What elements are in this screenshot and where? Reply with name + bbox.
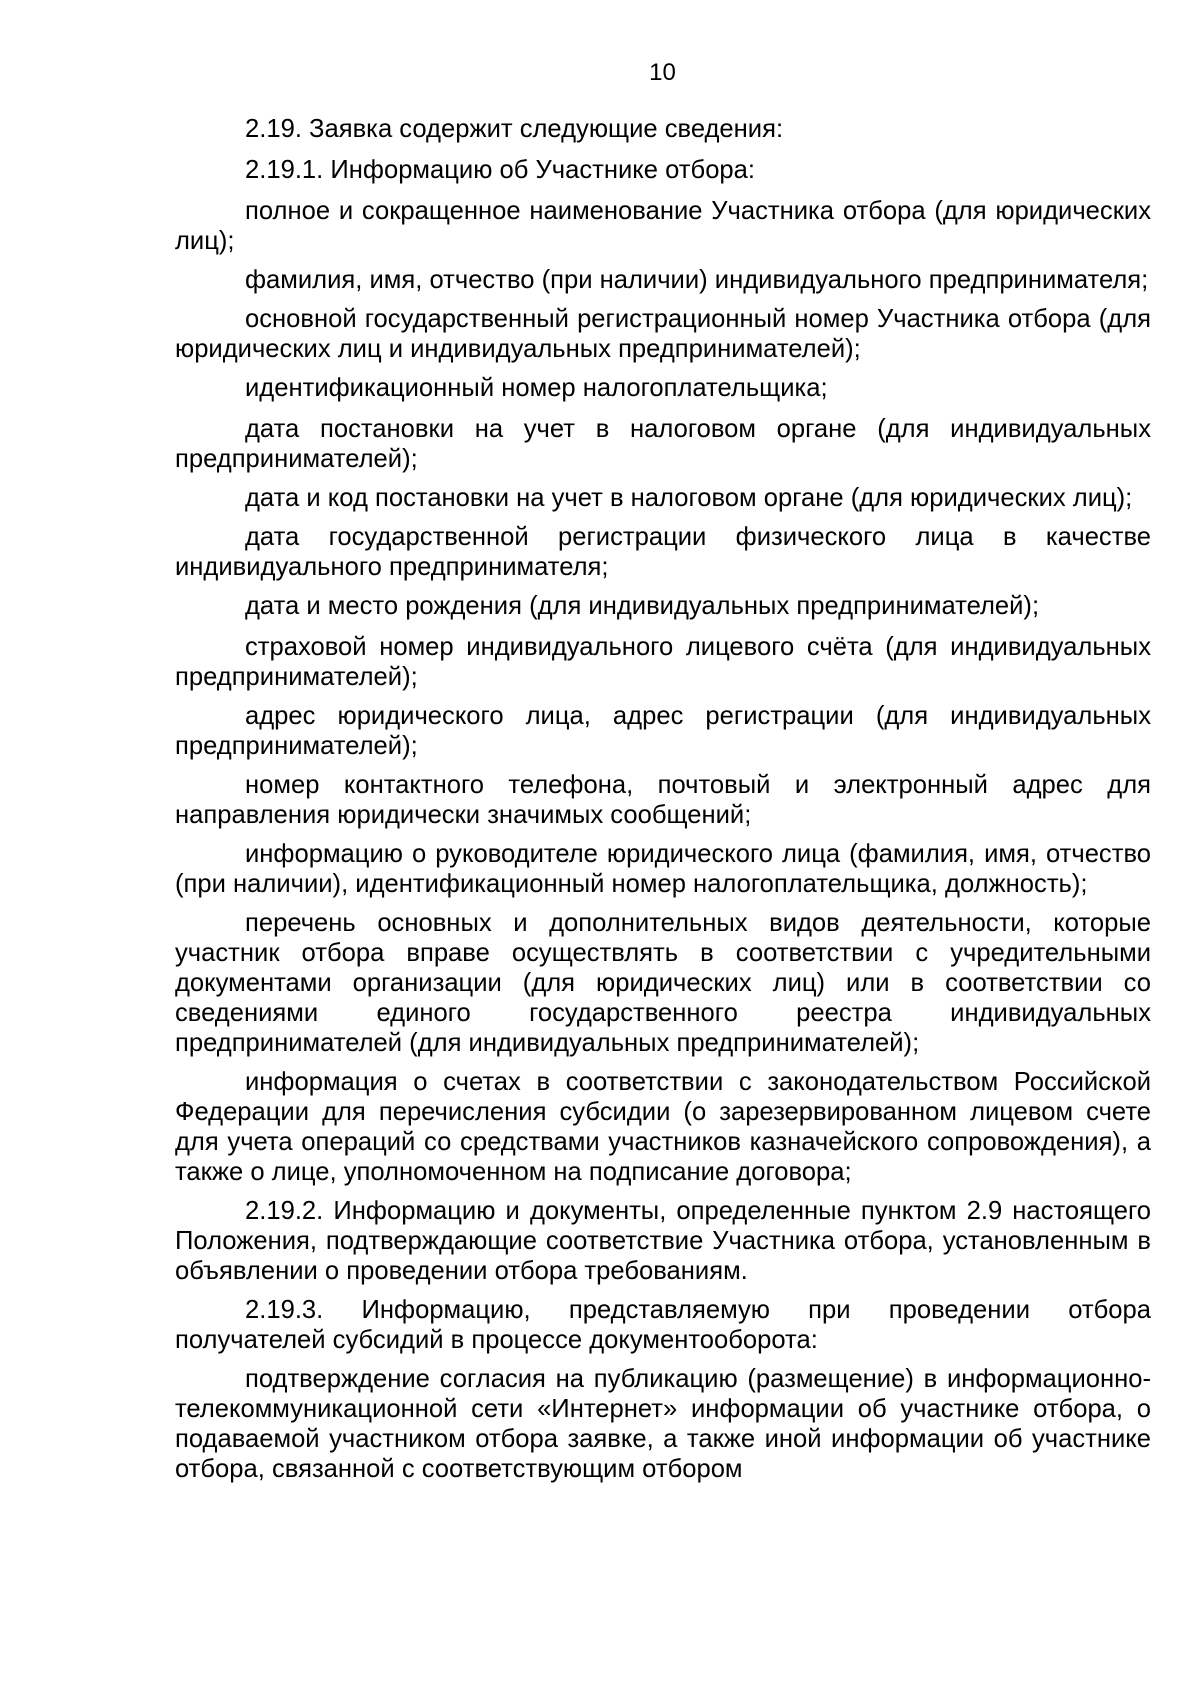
- paragraph-item-contacts: номер контактного телефона, почтовый и электронный адрес для направления юридически значимых сообщений;: [175, 771, 1151, 829]
- paragraph-2-19-1: 2.19.1. Информацию об Участнике отбора:: [245, 156, 756, 184]
- paragraph-item-person-name: фамилия, имя, отчество (при наличии) индивидуального предпринимателя;: [245, 266, 1149, 294]
- document-body: [175, 114, 1151, 1493]
- paragraph-item-activities: перечень основных и дополнительных видов деятельности, которые участник отбора вправе осуществлять в соответствии с учредительными документами организации (для юридических лиц) или в соответствии со сведениями единого государственного реестра индивидуальных предпринимателей (для индивидуальных предпринимателей);: [175, 909, 1151, 1057]
- paragraph-item-director: информацию о руководителе юридического лица (фамилия, имя, отчество (при наличии), идентификационный номер налогоплательщика, должность);: [175, 840, 1151, 898]
- paragraph-item-ogrn: основной государственный регистрационный номер Участника отбора (для юридических лиц и индивидуальных предпринимателей);: [175, 305, 1151, 363]
- paragraph-item-inn: идентификационный номер налогоплательщика;: [245, 374, 828, 402]
- paragraph-item-accounts: информация о счетах в соответствии с законодательством Российской Федерации для перечисления субсидии (о зарезервированном лицевом счете для учета операций со средствами участников казначейского сопровождения), а также о лице, уполномоченном на подписание договора;: [175, 1068, 1151, 1186]
- paragraph-2-19: 2.19. Заявка содержит следующие сведения:: [245, 115, 784, 143]
- paragraph-item-birth: дата и место рождения (для индивидуальных предпринимателей);: [245, 592, 1040, 620]
- paragraph-item-full-name: полное и сокращенное наименование Участника отбора (для юридических лиц);: [175, 197, 1151, 255]
- paragraph-item-snils: страховой номер индивидуального лицевого счёта (для индивидуальных предпринимателей);: [175, 633, 1151, 691]
- page-number: 10: [649, 59, 676, 86]
- paragraph-2-19-3: 2.19.3. Информацию, представляемую при проведении отбора получателей субсидий в процессе документооборота:: [175, 1296, 1151, 1354]
- paragraph-2-19-2: 2.19.2. Информацию и документы, определенные пунктом 2.9 настоящего Положения, подтверждающие соответствие Участника отбора, установленным в объявлении о проведении отбора требованиям.: [175, 1197, 1151, 1285]
- paragraph-item-consent: подтверждение согласия на публикацию (размещение) в информационно-телекоммуникационной сети «Интернет» информации об участнике отбора, о подаваемой участником отбора заявке, а также иной информации об участнике отбора, связанной с соответствующим отбором: [175, 1365, 1151, 1483]
- paragraph-item-tax-registration-ip: дата постановки на учет в налоговом органе (для индивидуальных предпринимателей);: [175, 415, 1151, 473]
- paragraph-item-tax-registration-legal: дата и код постановки на учет в налоговом органе (для юридических лиц);: [245, 484, 1133, 512]
- paragraph-item-state-registration: дата государственной регистрации физического лица в качестве индивидуального предпринимателя;: [175, 523, 1151, 581]
- paragraph-item-address: адрес юридического лица, адрес регистрации (для индивидуальных предпринимателей);: [175, 702, 1151, 760]
